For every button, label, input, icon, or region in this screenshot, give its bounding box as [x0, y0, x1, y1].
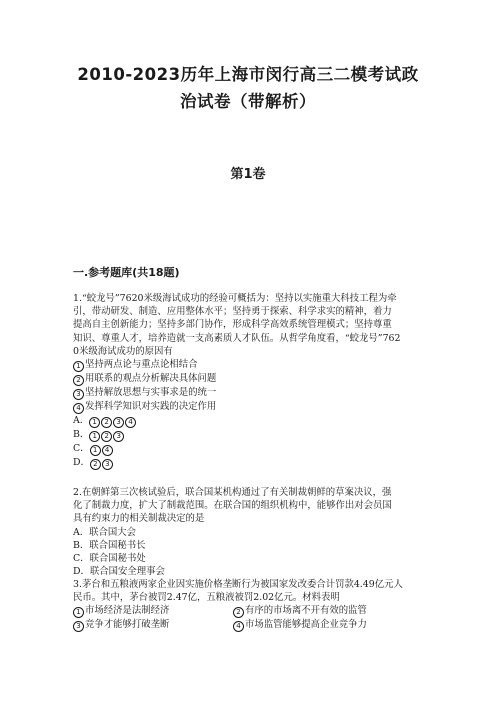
statement-item: [233, 604, 393, 618]
circled-number: 3: [113, 431, 124, 442]
question-1: [73, 292, 433, 470]
statement-item: [233, 618, 393, 632]
statement-item: [73, 358, 433, 372]
statement-text: 竞争才能够打破垄断: [85, 619, 170, 631]
question-1-line: 1.“蛟龙号”7620米级海试成功的经验可概括为：坚持以实施重大科技工程为牵: [73, 293, 397, 304]
answer-option-a: A．联合国大会: [73, 526, 137, 538]
statement-item: [73, 604, 233, 618]
question-2-line: 化了制裁力度，扩大了制裁范围。在联合国的组织机构中，能够作出对会员国: [73, 500, 392, 512]
circled-number: 4: [233, 621, 244, 632]
statement-item: [73, 400, 433, 414]
document-title-line-2: 治试卷（带解析）: [180, 92, 316, 111]
answer-option-b: B．联合国秘书长: [73, 539, 146, 551]
option-letter: D．: [73, 457, 90, 469]
option-letter: B．: [73, 429, 90, 441]
statement-item: [73, 372, 433, 386]
statement-row: [73, 618, 433, 632]
statement-text: 发挥科学知识对实践的决定作用: [85, 401, 217, 413]
question-2-line: 具有约束力的相关制裁决定的是: [73, 513, 205, 525]
circled-number: 2: [73, 375, 84, 386]
statement-text: 市场经济是法制经济: [85, 605, 170, 617]
statement-text: 有序的市场离不开有效的监管: [245, 605, 367, 617]
answer-option-d: [73, 456, 433, 470]
option-letter: A．: [73, 415, 90, 427]
circled-number: 4: [102, 445, 113, 456]
question-3-line: 民币。其中，茅台被罚2.47亿，五粮液被罚2.02亿元。材料表明: [73, 592, 340, 604]
answer-option-b: [73, 428, 433, 442]
volume-heading: 第1卷: [230, 167, 266, 182]
option-letter: C．: [73, 443, 90, 455]
statement-text: 坚持解放思想与实事求是的统一: [85, 387, 217, 399]
circled-number: 3: [73, 621, 84, 632]
question-3: [73, 578, 433, 632]
document-title-line-1: 2010-2023历年上海市闵行高三二模考试政: [77, 65, 419, 84]
circled-number: 4: [125, 417, 136, 428]
circled-number: 3: [73, 389, 84, 400]
circled-number: 1: [89, 431, 100, 442]
statement-item: [73, 386, 433, 400]
question-2-line: 2.在朝鲜第三次核试验后，联合国某机构通过了有关制裁朝鲜的草案决议，强: [73, 487, 392, 498]
circled-number: 3: [113, 417, 124, 428]
statement-text: 市场监管能够提高企业竞争力: [245, 619, 367, 631]
answer-option-c: [73, 442, 433, 456]
circled-number: 4: [73, 403, 84, 414]
section-heading: 一.参考题库(共18题): [73, 266, 180, 279]
circled-number: 1: [73, 361, 84, 372]
statement-text: 坚持两点论与重点论相结合: [85, 359, 198, 371]
question-1-line: 引，带动研发、制造、应用整体水平；坚持勇于探索、科学求实的精神，着力: [73, 306, 392, 318]
answer-option-c: C．联合国秘书处: [73, 553, 146, 565]
question-1-line: 0米级海试成功的原因有: [73, 345, 173, 357]
circled-number: 1: [73, 607, 84, 618]
statement-text: 用联系的观点分析解决具体问题: [85, 373, 217, 385]
question-3-line: 3.茅台和五粮液两家企业因实施价格垄断行为被国家发改委合计罚款4.49亿元人: [73, 579, 403, 590]
statement-row: [73, 604, 433, 618]
circled-number: 3: [102, 459, 113, 470]
answer-option-a: [73, 414, 433, 428]
statement-item: [73, 618, 233, 632]
circled-number: 1: [89, 417, 100, 428]
question-1-line: 知识、尊重人才，培养造就一支高素质人才队伍。从哲学角度看，“蛟龙号”762: [73, 332, 401, 344]
question-1-line: 提高自主创新能力；坚持多部门协作，形成科学高效系统管理模式；坚持尊重: [73, 319, 392, 331]
circled-number: 1: [90, 445, 101, 456]
circled-number: 2: [233, 607, 244, 618]
answer-option-d: D．联合国安全理事会: [73, 566, 165, 578]
circled-number: 2: [101, 417, 112, 428]
circled-number: 2: [101, 431, 112, 442]
question-2: [73, 486, 433, 578]
circled-number: 2: [90, 459, 101, 470]
